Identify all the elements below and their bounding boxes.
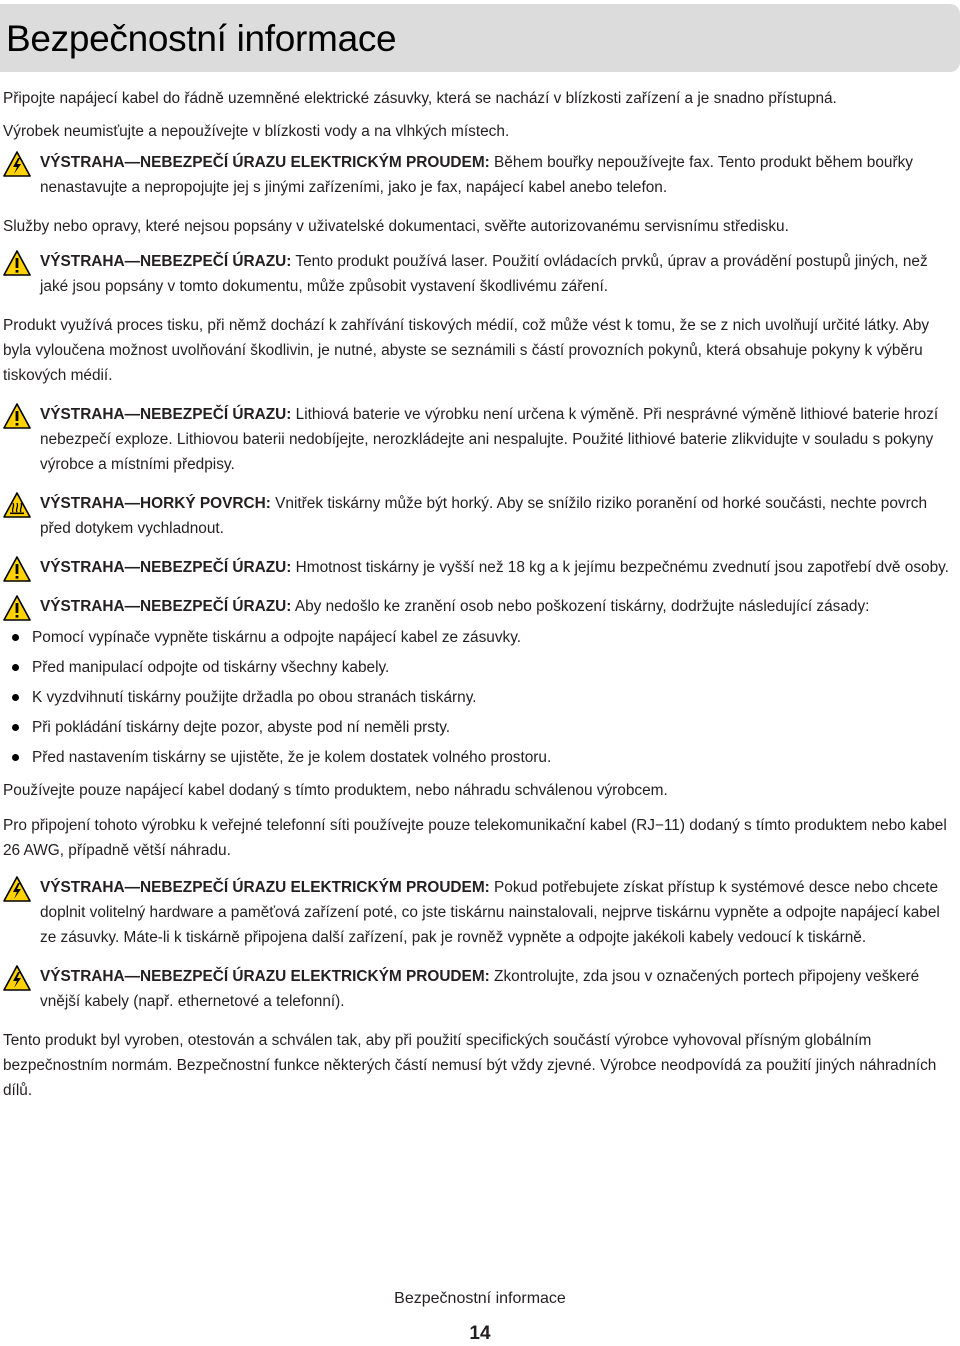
warning-text: Pokud potřebujete získat přístup k systémové desce nebo chcete doplnit volitelný hardware a paměťová zařízení poté, co jste tiskárnu nainstalovali, nejprve tiskárnu vypněte a odpojte napájecí kabel ze zásuvky. Máte-li k tiskárně připojena další zařízení, pak je rovněž vypněte a odpojte jakékoli kabely vedoucí k tiskárně. xyxy=(40,879,940,946)
title-bar xyxy=(0,4,960,72)
caution-warning-icon xyxy=(3,249,31,277)
electric-shock-warning-icon xyxy=(3,875,31,903)
page-number: 14 xyxy=(469,1323,491,1344)
electric-shock-warning-icon xyxy=(3,964,31,992)
warning-text: Lithiová baterie ve výrobku není určena k výměně. Při nesprávné výměně lithiové baterie hrozí nebezpečí exploze. Lithiovou baterii nedobíjejte, nerozkládejte ani nespalujte. Použité lithiové baterie zlikvidujte v souladu s pokyny výrobce a místními předpisy. xyxy=(40,406,939,473)
list-item: Před manipulací odpojte od tiskárny všechny kabely. xyxy=(3,655,959,680)
warning-label: VÝSTRAHA—NEBEZPEČÍ ÚRAZU ELEKTRICKÝM PROUDEM: xyxy=(40,968,490,985)
bullet-icon xyxy=(12,724,19,731)
footer-section-title: Bezpečnostní informace xyxy=(394,1290,566,1307)
caution-warning-icon xyxy=(3,402,31,430)
electric-shock-warning-icon xyxy=(3,150,31,178)
warning-text: Hmotnost tiskárny je vyšší než 18 kg a k jejímu bezpečnému zvednutí jsou zapotřebí dvě osoby. xyxy=(291,559,949,576)
hot-surface-warning-icon xyxy=(3,491,31,519)
warning-label: VÝSTRAHA—NEBEZPEČÍ ÚRAZU ELEKTRICKÝM PROUDEM: xyxy=(40,154,490,171)
bullet-icon xyxy=(12,634,19,641)
list-item: Před nastavením tiskárny se ujistěte, že je kolem dostatek volného prostoru. xyxy=(3,745,959,770)
paragraph: Pro připojení tohoto výrobku k veřejné telefonní síti používejte pouze telekomunikační kabel (RJ−11) dodaný s tímto produktem nebo kabel 26 AWG, případně větší náhradu. xyxy=(3,817,947,859)
warning-label: VÝSTRAHA—NEBEZPEČÍ ÚRAZU ELEKTRICKÝM PROUDEM: xyxy=(40,879,490,896)
paragraph: Připojte napájecí kabel do řádně uzemněné elektrické zásuvky, která se nachází v blízkosti zařízení a je snadno přístupná. xyxy=(3,90,837,107)
paragraph: Produkt využívá proces tisku, při němž dochází k zahřívání tiskových médií, což může vést k tomu, že se z nich uvolňují určité látky. Aby byla vyloučena možnost uvolňování škodlivin, je nutné, abyste se seznámili s částí provozních pokynů, která obsahuje pokyny k výběru tiskových médií. xyxy=(3,317,930,384)
warning-text: Zkontrolujte, zda jsou v označených portech připojeny veškeré vnější kabely (např. ethernetové a telefonní). xyxy=(40,968,920,1010)
warning-caution xyxy=(3,594,959,619)
warning-text: Během bouřky nepoužívejte fax. Tento produkt během bouřky nenastavujte a nepropojujte jej s jinými zařízeními, jako je fax, napájecí kabel anebo telefon. xyxy=(40,154,913,196)
warning-label: VÝSTRAHA—NEBEZPEČÍ ÚRAZU: xyxy=(40,559,292,576)
warning-text: Vnitřek tiskárny může být horký. Aby se snížilo riziko poranění od horké součásti, nechte povrch před dotykem vychladnout. xyxy=(40,495,927,537)
bullet-list xyxy=(3,625,959,770)
list-item: K vyzdvihnutí tiskárny použijte držadla po obou stranách tiskárny. xyxy=(3,685,959,710)
content xyxy=(3,86,959,1115)
bullet-icon xyxy=(12,664,19,671)
paragraph: Služby nebo opravy, které nejsou popsány v uživatelské dokumentaci, svěřte autorizovanému servisnímu středisku. xyxy=(3,218,789,235)
warning-hot-surface xyxy=(3,491,959,541)
list-item: Pomocí vypínače vypněte tiskárnu a odpojte napájecí kabel ze zásuvky. xyxy=(3,625,959,650)
warning-electric xyxy=(3,875,959,950)
paragraph: Tento produkt byl vyroben, otestován a schválen tak, aby při použití specifických součástí výrobce vyhovoval přísným globálním bezpečnostním normám. Bezpečnostní funkce některých částí nemusí být vždy zjevné. Výrobce neodpovídá za použití jiných náhradních dílů. xyxy=(3,1032,937,1099)
warning-text: Aby nedošlo ke zranění osob nebo poškození tiskárny, dodržujte následující zásady: xyxy=(291,598,870,615)
warning-label: VÝSTRAHA—NEBEZPEČÍ ÚRAZU: xyxy=(40,598,292,615)
paragraph: Výrobek neumisťujte a nepoužívejte v blízkosti vody a na vlhkých místech. xyxy=(3,123,510,140)
warning-electric xyxy=(3,964,959,1014)
caution-warning-icon xyxy=(3,594,31,622)
warning-label: VÝSTRAHA—NEBEZPEČÍ ÚRAZU: xyxy=(40,406,292,423)
list-item: Při pokládání tiskárny dejte pozor, abyste pod ní neměli prsty. xyxy=(3,715,959,740)
warning-caution xyxy=(3,555,959,580)
bullet-icon xyxy=(12,754,19,761)
warning-text: Tento produkt používá laser. Použití ovládacích prvků, úprav a provádění postupů jiných, než jaké jsou popsány v tomto dokumentu, může způsobit vystavení škodlivému záření. xyxy=(40,253,928,295)
warning-caution xyxy=(3,249,959,299)
warning-caution xyxy=(3,402,959,477)
caution-warning-icon xyxy=(3,555,31,583)
paragraph: Používejte pouze napájecí kabel dodaný s tímto produktem, nebo náhradu schválenou výrobcem. xyxy=(3,782,668,799)
page-title: Bezpečnostní informace xyxy=(6,18,397,59)
bullet-icon xyxy=(12,694,19,701)
warning-label: VÝSTRAHA—NEBEZPEČÍ ÚRAZU: xyxy=(40,253,292,270)
warning-electric xyxy=(3,150,959,200)
warning-label: VÝSTRAHA—HORKÝ POVRCH: xyxy=(40,495,271,512)
